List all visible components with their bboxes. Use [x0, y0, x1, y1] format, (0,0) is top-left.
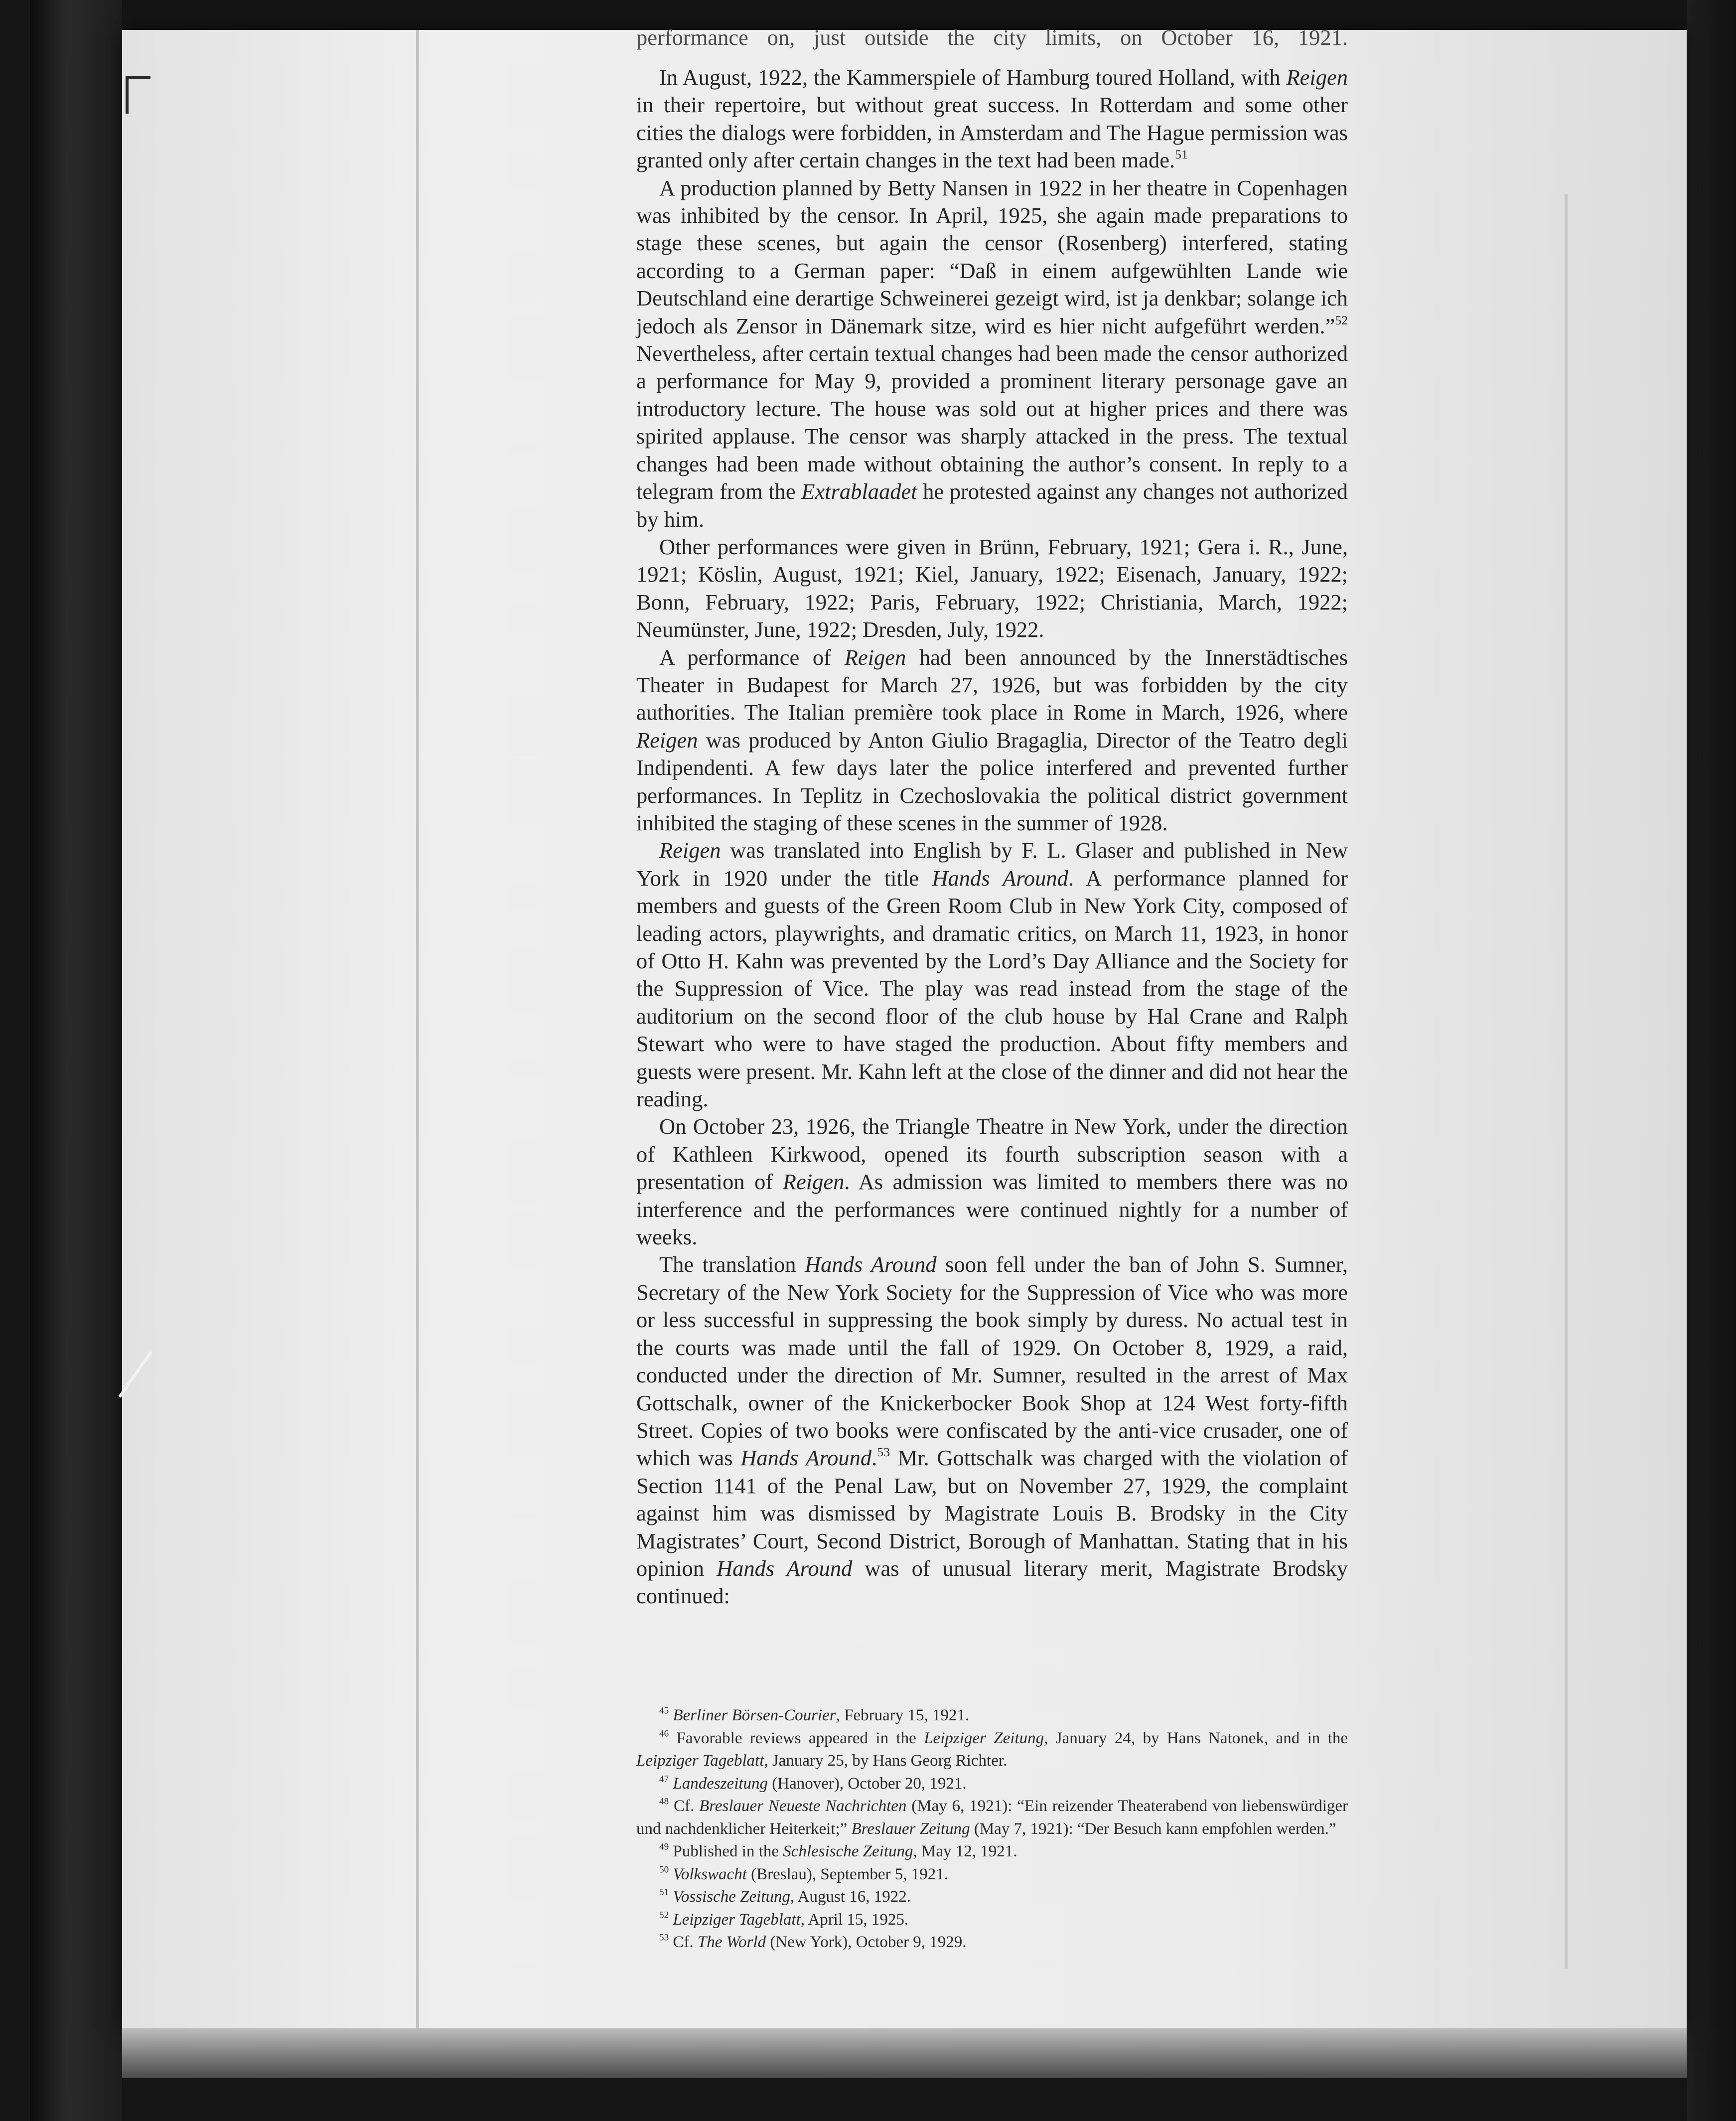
- paragraph: [636, 64, 1348, 174]
- text-run: , January 24, by Hans Natonek, and in the: [1044, 1729, 1348, 1747]
- paragraph: [636, 1251, 1348, 1610]
- text-run: (May 7, 1921): “Der Besuch kann empfohlen werden.”: [970, 1819, 1336, 1838]
- cutoff-line: [636, 25, 1348, 61]
- text-run: (May 6, 1921): “Ein reizender Theaterabend von liebenswürdiger und nachdenklicher Heiterkeit;”: [636, 1797, 1348, 1838]
- text-run: Nevertheless, after certain textual changes had been made the censor authorized a performance for May 9, provided a prominent literary personage gave an introductory lecture. The house was sold out at higher prices and there was spirited applause. The censor was sharply attacked in the press. The textual changes had been made without obtaining the author’s consent. In reply to a telegram from the: [636, 341, 1348, 504]
- italic-text: Reigen: [659, 838, 721, 863]
- italic-text: Landeszeitung: [673, 1774, 768, 1793]
- footnote: [636, 1840, 1348, 1863]
- italic-text: Reigen: [636, 727, 698, 753]
- footnote: [636, 1773, 1348, 1796]
- note-ref: 50: [659, 1864, 669, 1875]
- footnote: [636, 1863, 1348, 1886]
- italic-text: Leipziger Tageblatt: [673, 1910, 801, 1929]
- note-ref: 51: [659, 1887, 669, 1898]
- italic-text: Volkswacht: [673, 1865, 747, 1883]
- paragraph: [636, 837, 1348, 1113]
- note-ref: 48: [659, 1796, 669, 1807]
- text-run: Cf.: [669, 1933, 698, 1951]
- text-run: , January 25, by Hans Georg Richter.: [764, 1752, 1008, 1770]
- text-run: The translation: [659, 1252, 805, 1277]
- paragraph: [636, 174, 1348, 533]
- text-run: . A performance planned for members and guests of the Green Room Club in New York City, composed of leading actors, playwrights, and dramatic critics, on March 11, 1923, in honor of Otto H. Kahn was prevented by the Lord’s Day Alliance and the Society for the Suppression of Vice. The play was read instead from the stage of the auditorium on the second floor of the club house by Hal Crane and Ralph Stewart who were to have staged the production. About fifty members and guests were present. Mr. Kahn left at the close of the dinner and did not hear the reading.: [636, 865, 1348, 1112]
- text-run: Other performances were given in Brünn, February, 1921; Gera i. R., June, 1921; Köslin, August, 1921; Kiel, January, 1922; Eisenach, January, 1922; Bonn, February, 1922; Paris, February, 1922; Christiania, March, 1922; Neumünster, June, 1922; Dresden, July, 1922.: [636, 534, 1348, 642]
- text-run: he protested against any changes not authorized by him.: [636, 479, 1348, 532]
- italic-text: Hands Around: [804, 1252, 937, 1277]
- note-ref: 45: [659, 1705, 669, 1716]
- text-run: In August, 1922, the Kammerspiele of Hamburg toured Holland, with: [659, 65, 1287, 90]
- text-run: A production planned by Betty Nansen in 1922 in her theatre in Copenhagen was inhibited by the censor. In April, 1925, she again made preparations to stage these scenes, but again the censor (Rosenberg) interfered, stating according to a German paper: “Daß in einem aufgewühlten Lande wie Deutschland eine derartige Schweinerei gezeigt wird, ist ja denkbar; solange ich jedoch als Zensor in Dänemark sitze, wird es hier nicht aufgeführt werden.”: [636, 175, 1348, 338]
- italic-text: Extrablaadet: [801, 479, 917, 504]
- text-run: , August 16, 1922.: [790, 1888, 911, 1906]
- note-ref: 51: [1175, 147, 1188, 162]
- text-run: , May 12, 1921.: [913, 1842, 1017, 1860]
- text-run: , April 15, 1925.: [800, 1910, 909, 1929]
- italic-text: Hands Around: [932, 865, 1068, 891]
- text-run: soon fell under the ban of John S. Sumner, Secretary of the New York Society for the Suppression of Vice who was more or less successful in suppressing the book simply by duress. No actual test in the courts was made until the fall of 1929. On October 8, 1929, a raid, conducted under the direction of Mr. Sumner, resulted in the arrest of Max Gottschalk, owner of the Knickerbocker Book Shop at 124 West forty-fifth Street. Copies of two books were confiscated by the anti-vice crusader, one of which was: [636, 1252, 1348, 1471]
- footnote: [636, 1931, 1348, 1954]
- italic-text: Leipziger Zeitung: [924, 1729, 1044, 1747]
- footnotes: [636, 1704, 1348, 1954]
- text-run: , February 15, 1921.: [836, 1706, 970, 1724]
- footnote: [636, 1704, 1348, 1727]
- italic-text: Schlesische Zeitung: [783, 1842, 913, 1860]
- paragraph: [636, 644, 1348, 837]
- text-run: had been announced by the Innerstädtisches Theater in Budapest for March 27, 1926, but was forbidden by the city authorities. The Italian première took place in Rome in March, 1926, where: [636, 644, 1348, 725]
- footnote: [636, 1795, 1348, 1840]
- italic-text: Reigen: [1286, 65, 1348, 90]
- italic-text: Berliner Börsen-Courier: [673, 1706, 836, 1724]
- italic-text: Leipziger Tageblatt: [636, 1752, 764, 1770]
- text-run: was of unusual literary merit, Magistrate Brodsky continued:: [636, 1555, 1348, 1609]
- text-run: Published in the: [669, 1842, 783, 1860]
- italic-text: Vossische Zeitung: [673, 1888, 790, 1906]
- paper-fold-line: [416, 30, 419, 2028]
- note-ref: 49: [659, 1841, 669, 1852]
- paragraph: [636, 533, 1348, 644]
- text-run: Favorable reviews appeared in the: [669, 1729, 924, 1747]
- text-run: (Hanover), October 20, 1921.: [768, 1774, 967, 1793]
- note-ref: 53: [659, 1932, 669, 1943]
- text-run: in their repertoire, but without great success. In Rotterdam and some other cities the dialogs were forbidden, in Amsterdam and The Hague permission was granted only after certain changes in the text had been made.: [636, 92, 1348, 173]
- paper-bottom-edge: [122, 2028, 1687, 2078]
- note-ref: 52: [659, 1910, 669, 1921]
- text-run: A performance of: [659, 644, 845, 670]
- italic-text: Breslauer Zeitung: [851, 1819, 970, 1838]
- paper-fold-line: [1565, 194, 1568, 1969]
- text-run: (New York), October 9, 1929.: [766, 1933, 967, 1951]
- footnote: [636, 1727, 1348, 1773]
- text-run: On October 23, 1926, the Triangle Theatre in New York, under the direction of Kathleen Kirkwood, opened its fourth subscription season with a presentation of: [636, 1114, 1348, 1195]
- italic-text: Breslauer Neueste Nachrichten: [699, 1797, 907, 1815]
- text-run: (Breslau), September 5, 1921.: [746, 1865, 949, 1883]
- text-run: was translated into English by F. L. Glaser and published in New York in 1920 under the title: [636, 838, 1348, 891]
- note-ref: 46: [659, 1728, 669, 1739]
- footnote: [636, 1909, 1348, 1932]
- text-run: Cf.: [669, 1797, 700, 1815]
- text-run: Mr. Gottschalk was charged with the violation of Section 1141 of the Penal Law, but on November 27, 1929, the complaint against him was dismissed by Magistrate Louis B. Brodsky in the City Magistrates’ Court, Second District, Borough of Manhattan. Stating that in his opinion: [636, 1445, 1348, 1581]
- note-ref: 47: [659, 1774, 669, 1785]
- italic-text: The World: [697, 1933, 766, 1951]
- text-run: was produced by Anton Giulio Bragaglia, Director of the Teatro degli Indipendenti. A few days later the police interfered and prevented further performances. In Teplitz in Czechoslovakia the political district government inhibited the staging of these scenes in the summer of 1928.: [636, 727, 1348, 835]
- footnote: [636, 1886, 1348, 1909]
- italic-text: Reigen: [782, 1169, 845, 1195]
- film-edge-right: [1687, 0, 1736, 2121]
- cutoff-line-text: performance on, just outside the city limits, on October 16, 1921.: [636, 25, 1348, 50]
- italic-text: Hands Around: [740, 1445, 872, 1471]
- film-edge-left: [30, 0, 122, 2121]
- note-ref: 53: [877, 1445, 890, 1460]
- body-text: [636, 64, 1348, 1610]
- text-run: .: [871, 1445, 877, 1471]
- paragraph: [636, 1113, 1348, 1251]
- crop-mark: [126, 76, 150, 114]
- text-run: . As admission was limited to members there was no interference and the performances were continued nightly for a number of weeks.: [636, 1169, 1348, 1250]
- italic-text: Hands Around: [717, 1555, 853, 1581]
- italic-text: Reigen: [844, 644, 906, 670]
- note-ref: 52: [1335, 312, 1348, 327]
